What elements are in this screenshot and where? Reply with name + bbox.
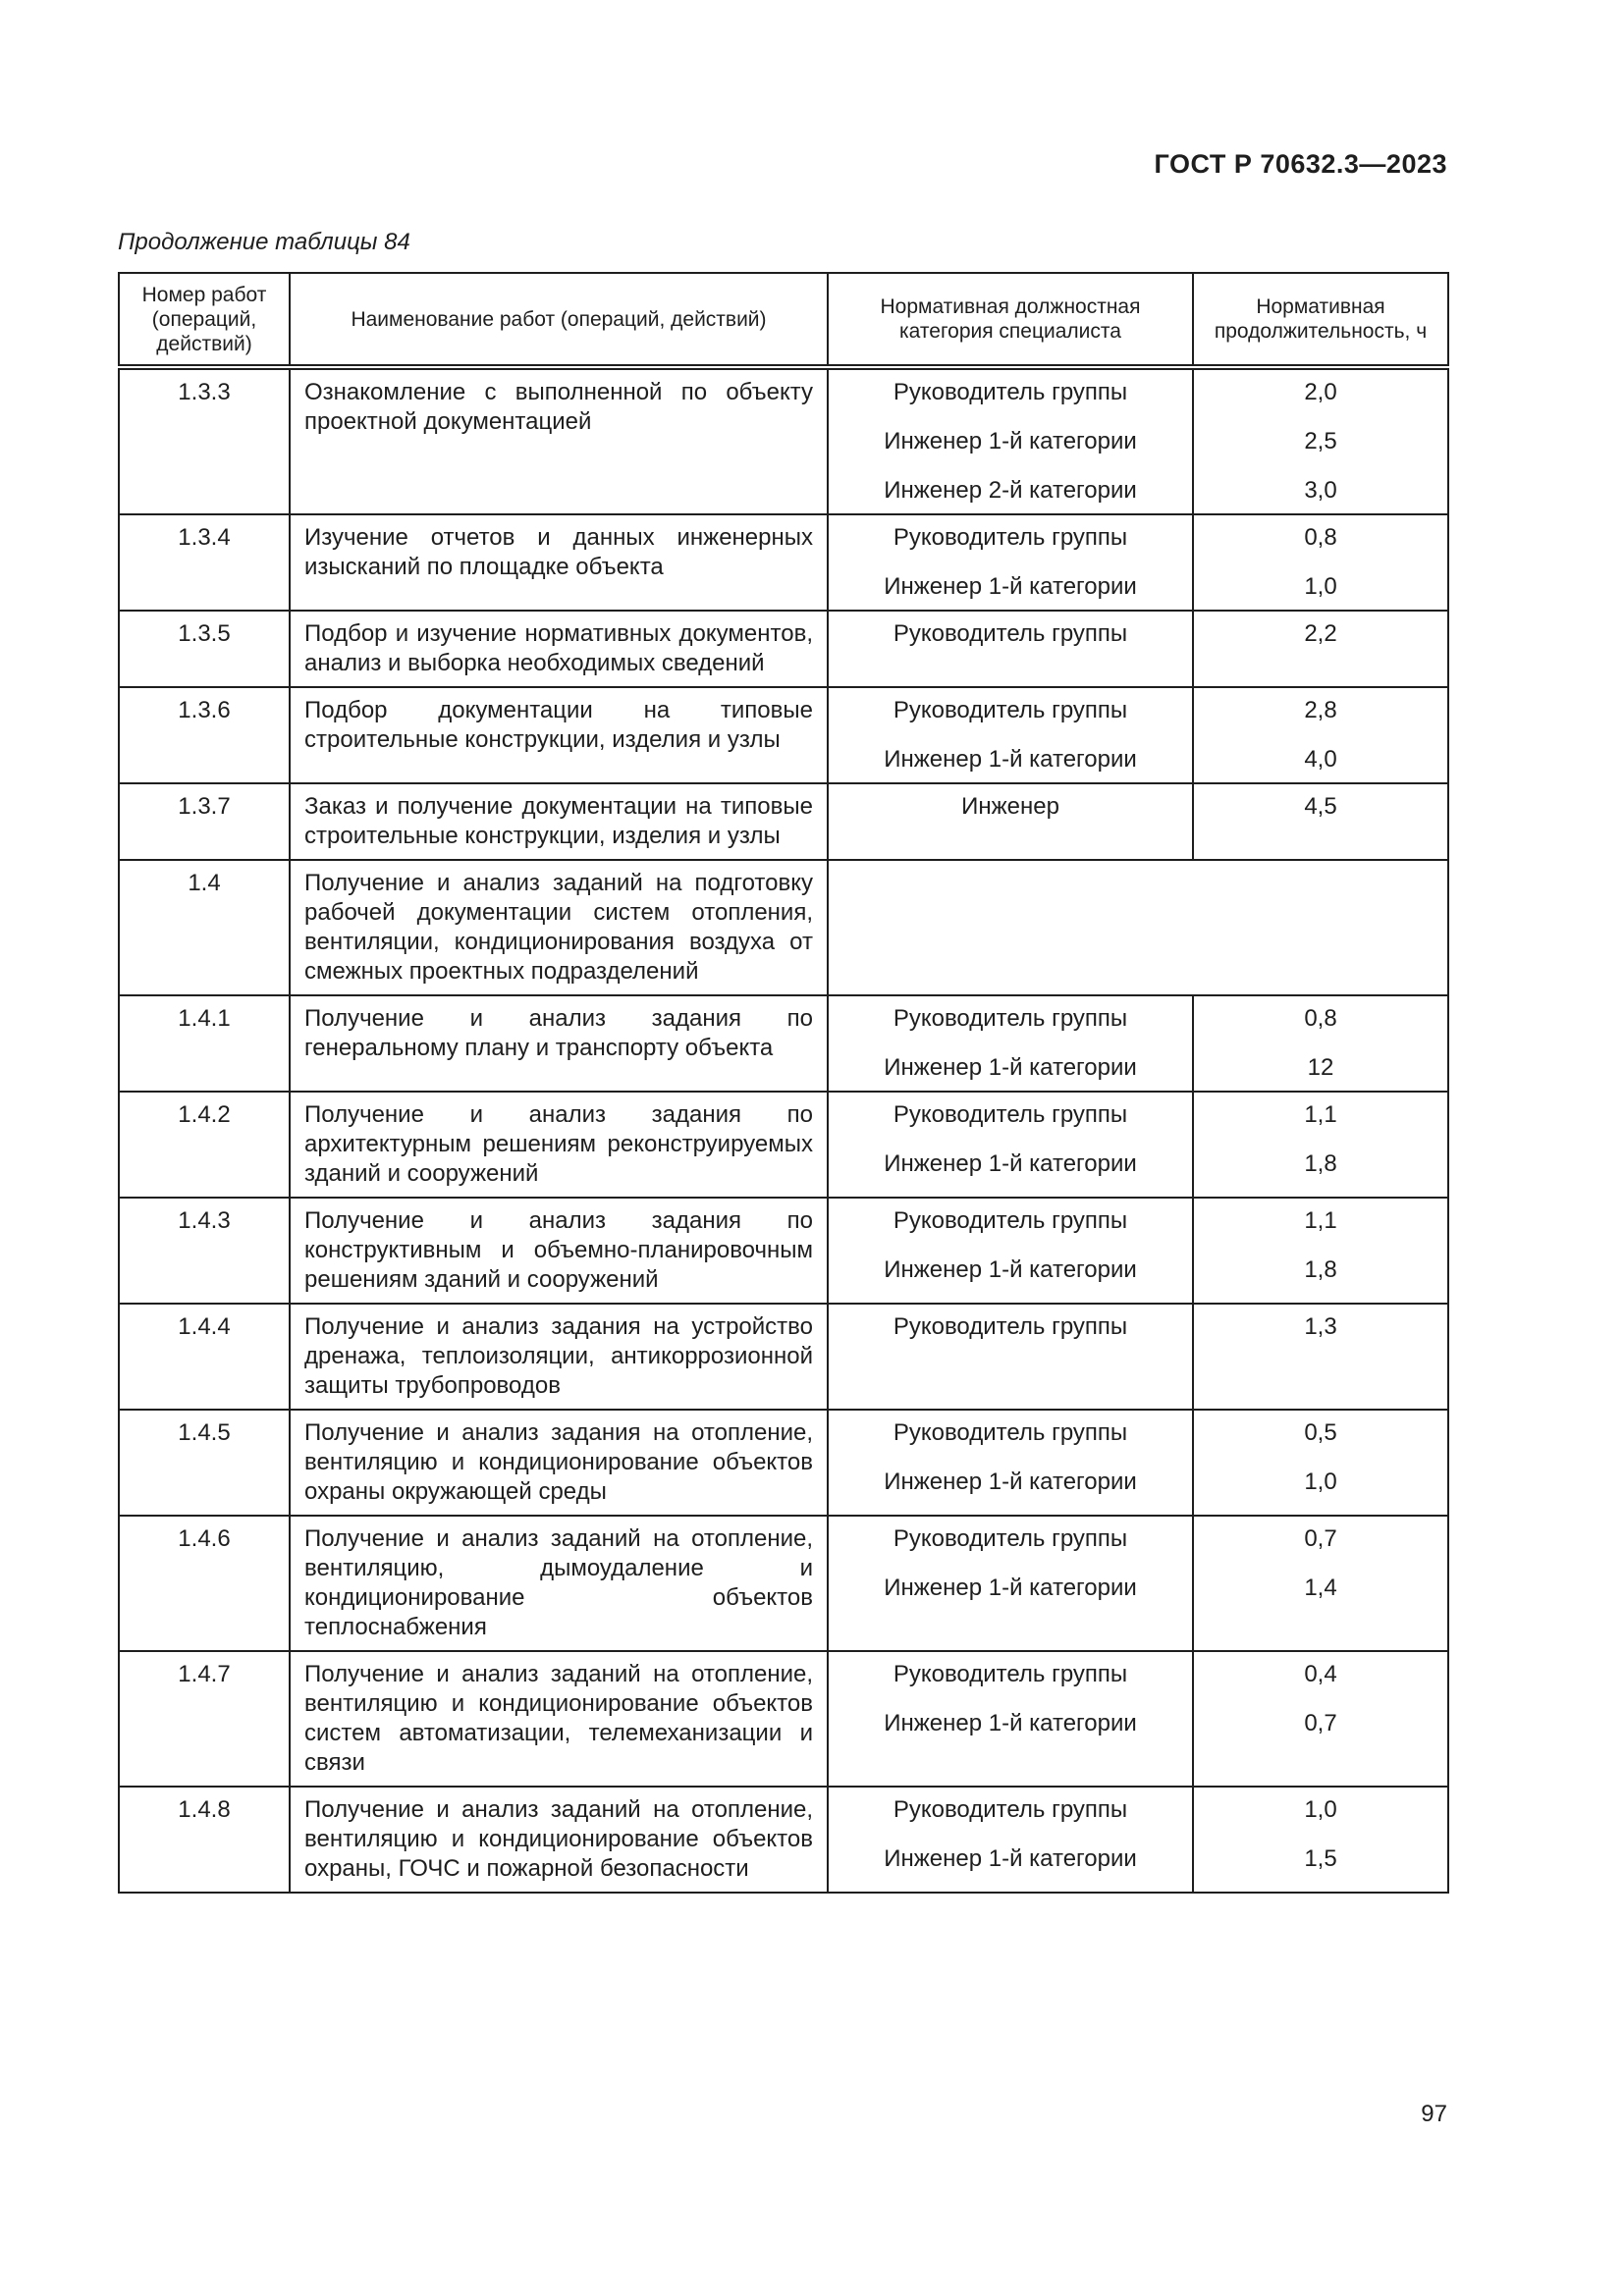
empty-cell: [828, 860, 1448, 995]
table-row: [119, 995, 1448, 1092]
table-row: [119, 1516, 1448, 1651]
duration-value: 2,5: [1304, 428, 1337, 454]
table-row: [119, 1651, 1448, 1787]
work-name-cell: Получение и анализ задания на устройство дренажа, теплоизоляции, антикоррозионной защиты трубопроводов: [290, 1304, 828, 1410]
work-number-cell: 1.4.6: [119, 1516, 290, 1651]
header-specialist-category: Нормативная должностная категория специалиста: [828, 273, 1193, 367]
duration-cell: [1193, 1410, 1448, 1516]
specialist-category-cell: [828, 1651, 1193, 1787]
norms-table: [118, 272, 1449, 1894]
duration-value: 3,0: [1304, 477, 1337, 504]
duration-value: 0,4: [1304, 1661, 1337, 1687]
work-name-cell: Получение и анализ заданий на отопление, вентиляцию, дымоудаление и кондиционирование объектов теплоснабжения: [290, 1516, 828, 1651]
specialist-category: Инженер 1-й категории: [884, 1468, 1137, 1495]
page-number: 97: [1421, 2101, 1447, 2127]
header-work-name: Наименование работ (операций, действий): [290, 273, 828, 367]
duration-value: 0,7: [1304, 1525, 1337, 1552]
duration-cell: [1193, 1198, 1448, 1304]
duration-value: 1,1: [1304, 1207, 1337, 1234]
duration-value: 1,8: [1304, 1150, 1337, 1177]
table-row: [119, 1787, 1448, 1893]
duration-cell: [1193, 514, 1448, 611]
table-row: [119, 1410, 1448, 1516]
duration-value: 12: [1307, 1054, 1334, 1081]
duration-value: 0,8: [1304, 1005, 1337, 1032]
duration-value: 1,8: [1304, 1256, 1337, 1283]
header-work-number: Номер работ (операций, действий): [119, 273, 290, 367]
table-row: [119, 1198, 1448, 1304]
specialist-category: Инженер 1-й категории: [884, 1575, 1137, 1601]
duration-cell: [1193, 1787, 1448, 1893]
work-name-cell: Ознакомление с выполненной по объекту проектной документацией: [290, 367, 828, 514]
header-duration: Нормативная продолжительность, ч: [1193, 273, 1448, 367]
specialist-category: Инженер 1-й категории: [884, 1710, 1137, 1736]
specialist-category-cell: [828, 1304, 1193, 1410]
specialist-category: Инженер 1-й категории: [884, 1054, 1137, 1081]
duration-value: 2,0: [1304, 379, 1337, 405]
table-row: [119, 783, 1448, 860]
specialist-category: Руководитель группы: [893, 1796, 1128, 1823]
specialist-category: Инженер 1-й категории: [884, 1256, 1137, 1283]
specialist-category-cell: [828, 1516, 1193, 1651]
specialist-category: Руководитель группы: [893, 1005, 1128, 1032]
duration-cell: [1193, 1651, 1448, 1787]
specialist-category: Руководитель группы: [893, 1207, 1128, 1234]
specialist-category: Инженер: [961, 793, 1059, 820]
specialist-category: Руководитель группы: [893, 1313, 1128, 1340]
duration-cell: [1193, 1304, 1448, 1410]
work-number-cell: 1.3.6: [119, 687, 290, 783]
work-name-cell: Получение и анализ задания по конструктивным и объемно-планировочным решениям зданий и сооружений: [290, 1198, 828, 1304]
work-number-cell: 1.3.4: [119, 514, 290, 611]
work-name-cell: Получение и анализ задания по архитектурным решениям реконструируемых зданий и сооружений: [290, 1092, 828, 1198]
duration-value: 0,5: [1304, 1419, 1337, 1446]
work-number-cell: 1.4.8: [119, 1787, 290, 1893]
specialist-category-cell: [828, 367, 1193, 514]
duration-value: 4,5: [1304, 793, 1337, 820]
specialist-category-cell: [828, 1787, 1193, 1893]
work-number-cell: 1.3.7: [119, 783, 290, 860]
duration-value: 0,8: [1304, 524, 1337, 551]
specialist-category-cell: [828, 783, 1193, 860]
work-name-cell: Подбор документации на типовые строительные конструкции, изделия и узлы: [290, 687, 828, 783]
work-number-cell: 1.4.5: [119, 1410, 290, 1516]
specialist-category: Инженер 1-й категории: [884, 1845, 1137, 1872]
specialist-category: Инженер 1-й категории: [884, 1150, 1137, 1177]
table-row: [119, 611, 1448, 687]
table-row: [119, 367, 1448, 514]
duration-value: 1,0: [1304, 573, 1337, 600]
duration-value: 1,4: [1304, 1575, 1337, 1601]
duration-value: 1,3: [1304, 1313, 1337, 1340]
specialist-category-cell: [828, 995, 1193, 1092]
specialist-category-cell: [828, 611, 1193, 687]
specialist-category-cell: [828, 514, 1193, 611]
duration-value: 4,0: [1304, 746, 1337, 773]
duration-value: 2,2: [1304, 620, 1337, 647]
specialist-category: Руководитель группы: [893, 697, 1128, 723]
work-name-cell: Заказ и получение документации на типовые строительные конструкции, изделия и узлы: [290, 783, 828, 860]
table-body: [119, 367, 1448, 1893]
work-name-cell: Получение и анализ задания на отопление, вентиляцию и кондиционирование объектов охраны окружающей среды: [290, 1410, 828, 1516]
specialist-category: Руководитель группы: [893, 524, 1128, 551]
duration-cell: [1193, 1516, 1448, 1651]
duration-cell: [1193, 367, 1448, 514]
work-name-cell: Получение и анализ заданий на подготовку рабочей документации систем отопления, вентиляции, кондиционирования воздуха от смежных проектных подразделений: [290, 860, 828, 995]
work-number-cell: 1.4: [119, 860, 290, 995]
duration-value: 0,7: [1304, 1710, 1337, 1736]
duration-cell: [1193, 687, 1448, 783]
specialist-category: Инженер 1-й категории: [884, 746, 1137, 773]
table-row: [119, 687, 1448, 783]
specialist-category: Инженер 1-й категории: [884, 428, 1137, 454]
specialist-category: Инженер 1-й категории: [884, 573, 1137, 600]
specialist-category: Руководитель группы: [893, 620, 1128, 647]
work-name-cell: Получение и анализ заданий на отопление, вентиляцию и кондиционирование объектов охраны, ГОЧС и пожарной безопасности: [290, 1787, 828, 1893]
table-row: [119, 860, 1448, 995]
specialist-category-cell: [828, 687, 1193, 783]
specialist-category: Руководитель группы: [893, 1525, 1128, 1552]
duration-cell: [1193, 995, 1448, 1092]
specialist-category: Инженер 2-й категории: [884, 477, 1137, 504]
table-row: [119, 1092, 1448, 1198]
duration-cell: [1193, 783, 1448, 860]
duration-cell: [1193, 611, 1448, 687]
work-number-cell: 1.4.1: [119, 995, 290, 1092]
work-number-cell: 1.4.3: [119, 1198, 290, 1304]
work-name-cell: Подбор и изучение нормативных документов, анализ и выборка необходимых сведений: [290, 611, 828, 687]
specialist-category-cell: [828, 1198, 1193, 1304]
specialist-category: Руководитель группы: [893, 1101, 1128, 1128]
duration-value: 1,0: [1304, 1468, 1337, 1495]
work-name-cell: Получение и анализ задания по генеральному плану и транспорту объекта: [290, 995, 828, 1092]
table-row: [119, 1304, 1448, 1410]
duration-value: 2,8: [1304, 697, 1337, 723]
work-number-cell: 1.3.5: [119, 611, 290, 687]
duration-value: 1,0: [1304, 1796, 1337, 1823]
specialist-category: Руководитель группы: [893, 1661, 1128, 1687]
specialist-category-cell: [828, 1410, 1193, 1516]
specialist-category: Руководитель группы: [893, 379, 1128, 405]
work-name-cell: Изучение отчетов и данных инженерных изысканий по площадке объекта: [290, 514, 828, 611]
specialist-category-cell: [828, 1092, 1193, 1198]
duration-value: 1,5: [1304, 1845, 1337, 1872]
table-caption: Продолжение таблицы 84: [118, 229, 410, 255]
work-number-cell: 1.4.7: [119, 1651, 290, 1787]
work-number-cell: 1.3.3: [119, 367, 290, 514]
work-number-cell: 1.4.2: [119, 1092, 290, 1198]
specialist-category: Руководитель группы: [893, 1419, 1128, 1446]
duration-value: 1,1: [1304, 1101, 1337, 1128]
duration-cell: [1193, 1092, 1448, 1198]
standard-code: ГОСТ Р 70632.3—2023: [1154, 149, 1447, 179]
work-name-cell: Получение и анализ заданий на отопление, вентиляцию и кондиционирование объектов систем автоматизации, телемеханизации и связи: [290, 1651, 828, 1787]
table-row: [119, 514, 1448, 611]
table-header-row: [119, 273, 1448, 367]
work-number-cell: 1.4.4: [119, 1304, 290, 1410]
